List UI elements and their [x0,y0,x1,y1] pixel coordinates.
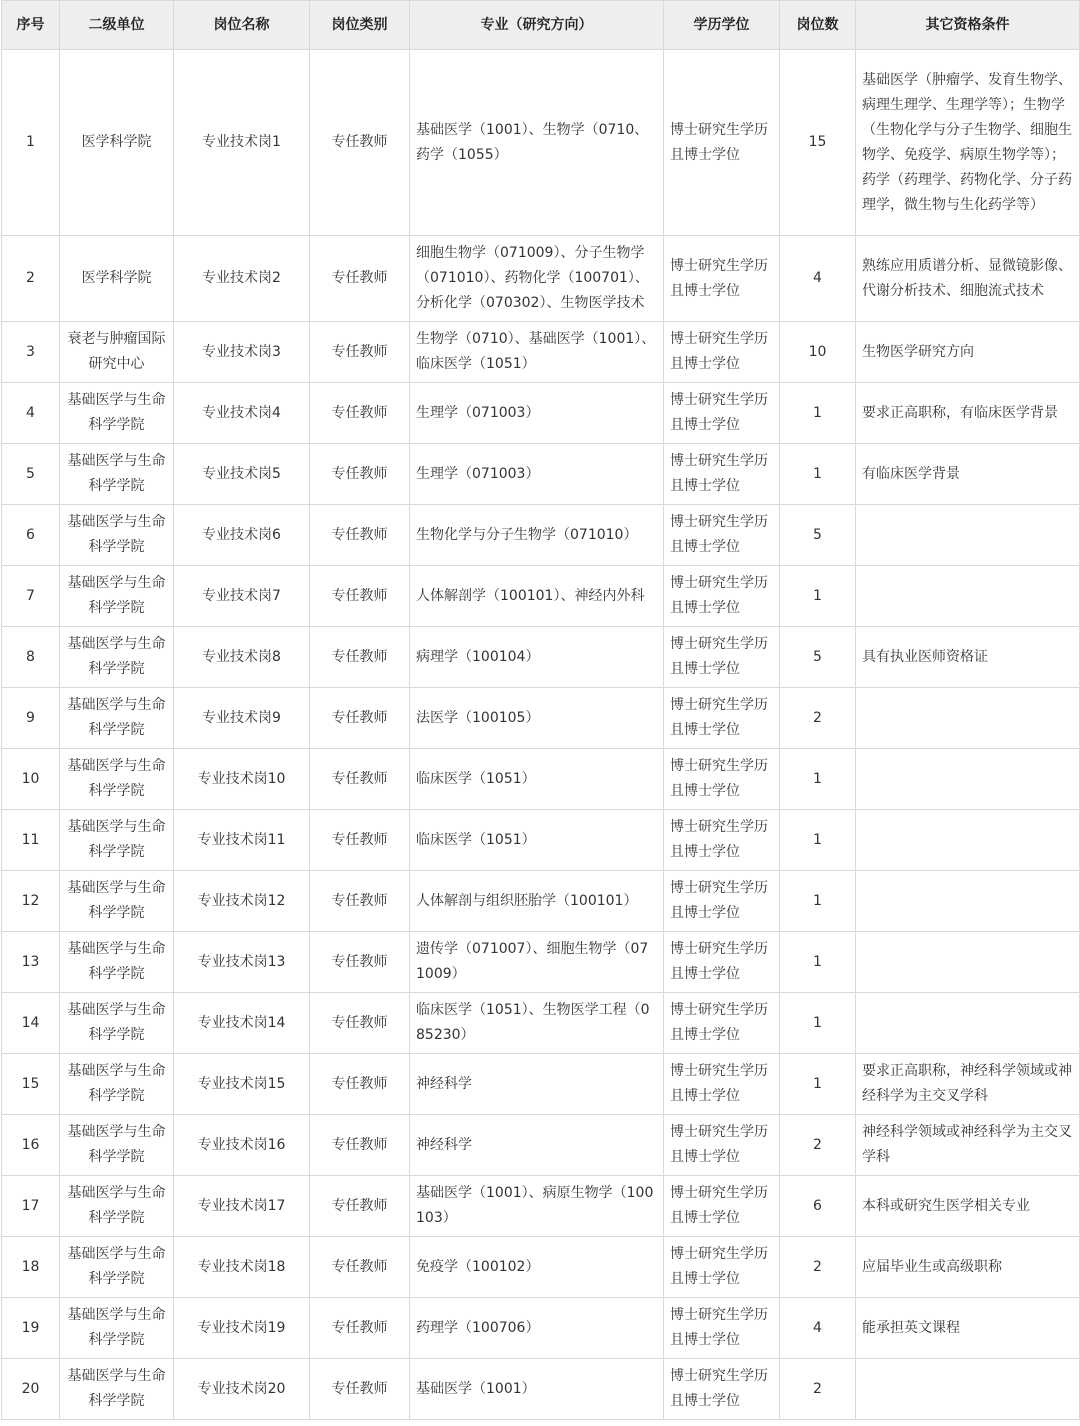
cell-major: 免疫学（100102） [410,1237,664,1298]
cell-other [856,1359,1080,1420]
table-row [2,1176,1080,1237]
cell-no: 15 [2,1054,60,1115]
cell-other [856,688,1080,749]
cell-count: 2 [780,1359,856,1420]
cell-degree: 博士研究生学历且博士学位 [664,627,780,688]
cell-unit: 基础医学与生命科学学院 [60,444,174,505]
cell-category: 专任教师 [310,1298,410,1359]
cell-degree: 博士研究生学历且博士学位 [664,932,780,993]
cell-unit: 基础医学与生命科学学院 [60,749,174,810]
cell-count: 1 [780,749,856,810]
header-post: 岗位名称 [174,1,310,50]
table-row [2,1359,1080,1420]
cell-category: 专任教师 [310,236,410,322]
cell-other [856,932,1080,993]
cell-category: 专任教师 [310,993,410,1054]
table-row [2,566,1080,627]
cell-post: 专业技术岗7 [174,566,310,627]
cell-no: 1 [2,50,60,236]
cell-post: 专业技术岗10 [174,749,310,810]
cell-degree: 博士研究生学历且博士学位 [664,322,780,383]
header-count: 岗位数 [780,1,856,50]
cell-post: 专业技术岗12 [174,871,310,932]
cell-post: 专业技术岗15 [174,1054,310,1115]
cell-major: 药理学（100706） [410,1298,664,1359]
cell-post: 专业技术岗5 [174,444,310,505]
cell-category: 专任教师 [310,627,410,688]
cell-category: 专任教师 [310,383,410,444]
cell-other [856,566,1080,627]
cell-unit: 医学科学院 [60,50,174,236]
cell-major: 临床医学（1051）、生物医学工程（085230） [410,993,664,1054]
cell-degree: 博士研究生学历且博士学位 [664,50,780,236]
cell-other [856,810,1080,871]
cell-other: 神经科学领域或神经科学为主交叉学科 [856,1115,1080,1176]
cell-no: 18 [2,1237,60,1298]
cell-category: 专任教师 [310,1176,410,1237]
cell-major: 神经科学 [410,1115,664,1176]
cell-major: 遗传学（071007）、细胞生物学（071009） [410,932,664,993]
cell-category: 专任教师 [310,932,410,993]
cell-post: 专业技术岗2 [174,236,310,322]
cell-unit: 医学科学院 [60,236,174,322]
cell-no: 4 [2,383,60,444]
table-row [2,236,1080,322]
cell-degree: 博士研究生学历且博士学位 [664,688,780,749]
cell-major: 生物学（0710）、基础医学（1001）、临床医学（1051） [410,322,664,383]
table-row [2,993,1080,1054]
cell-post: 专业技术岗8 [174,627,310,688]
cell-no: 19 [2,1298,60,1359]
table-row [2,688,1080,749]
table-row [2,383,1080,444]
table-row [2,810,1080,871]
cell-degree: 博士研究生学历且博士学位 [664,236,780,322]
cell-post: 专业技术岗4 [174,383,310,444]
cell-post: 专业技术岗14 [174,993,310,1054]
cell-degree: 博士研究生学历且博士学位 [664,1115,780,1176]
cell-other [856,993,1080,1054]
cell-post: 专业技术岗13 [174,932,310,993]
cell-other: 生物医学研究方向 [856,322,1080,383]
cell-unit: 基础医学与生命科学学院 [60,1176,174,1237]
cell-category: 专任教师 [310,871,410,932]
cell-unit: 基础医学与生命科学学院 [60,1298,174,1359]
cell-post: 专业技术岗11 [174,810,310,871]
cell-unit: 基础医学与生命科学学院 [60,993,174,1054]
cell-count: 10 [780,322,856,383]
cell-category: 专任教师 [310,505,410,566]
cell-category: 专任教师 [310,1359,410,1420]
cell-other: 应届毕业生或高级职称 [856,1237,1080,1298]
cell-unit: 基础医学与生命科学学院 [60,1359,174,1420]
cell-category: 专任教师 [310,1115,410,1176]
cell-category: 专任教师 [310,749,410,810]
cell-no: 7 [2,566,60,627]
cell-count: 4 [780,236,856,322]
cell-unit: 基础医学与生命科学学院 [60,566,174,627]
cell-count: 2 [780,688,856,749]
cell-count: 15 [780,50,856,236]
cell-major: 病理学（100104） [410,627,664,688]
header-degree: 学历学位 [664,1,780,50]
cell-post: 专业技术岗19 [174,1298,310,1359]
cell-degree: 博士研究生学历且博士学位 [664,810,780,871]
cell-other: 能承担英文课程 [856,1298,1080,1359]
cell-other [856,749,1080,810]
cell-degree: 博士研究生学历且博士学位 [664,1359,780,1420]
table-row [2,444,1080,505]
cell-unit: 衰老与肿瘤国际研究中心 [60,322,174,383]
cell-degree: 博士研究生学历且博士学位 [664,505,780,566]
cell-no: 13 [2,932,60,993]
cell-no: 8 [2,627,60,688]
cell-count: 4 [780,1298,856,1359]
cell-category: 专任教师 [310,566,410,627]
cell-count: 1 [780,993,856,1054]
cell-no: 2 [2,236,60,322]
cell-degree: 博士研究生学历且博士学位 [664,1237,780,1298]
table-row [2,871,1080,932]
cell-count: 5 [780,627,856,688]
header-other: 其它资格条件 [856,1,1080,50]
header-unit: 二级单位 [60,1,174,50]
table-row [2,1298,1080,1359]
cell-no: 6 [2,505,60,566]
cell-post: 专业技术岗17 [174,1176,310,1237]
cell-degree: 博士研究生学历且博士学位 [664,871,780,932]
cell-other: 具有执业医师资格证 [856,627,1080,688]
cell-no: 20 [2,1359,60,1420]
cell-count: 1 [780,932,856,993]
cell-unit: 基础医学与生命科学学院 [60,810,174,871]
cell-no: 11 [2,810,60,871]
cell-major: 临床医学（1051） [410,749,664,810]
cell-no: 9 [2,688,60,749]
cell-major: 基础医学（1001）、病原生物学（100103） [410,1176,664,1237]
cell-no: 12 [2,871,60,932]
table-row [2,1054,1080,1115]
cell-post: 专业技术岗18 [174,1237,310,1298]
header-category: 岗位类别 [310,1,410,50]
header-major: 专业（研究方向） [410,1,664,50]
cell-no: 5 [2,444,60,505]
cell-category: 专任教师 [310,810,410,871]
recruitment-table [1,0,1080,1420]
cell-count: 1 [780,1054,856,1115]
table-row [2,322,1080,383]
table-row [2,1237,1080,1298]
cell-degree: 博士研究生学历且博士学位 [664,1298,780,1359]
cell-unit: 基础医学与生命科学学院 [60,383,174,444]
table-body [2,50,1080,1420]
cell-count: 2 [780,1115,856,1176]
cell-category: 专任教师 [310,688,410,749]
table-row [2,505,1080,566]
table-row [2,1115,1080,1176]
cell-major: 细胞生物学（071009）、分子生物学（071010）、药物化学（100701）、分析化学（070302）、生物医学技术 [410,236,664,322]
cell-other: 要求正高职称，神经科学领域或神经科学为主交叉学科 [856,1054,1080,1115]
cell-degree: 博士研究生学历且博士学位 [664,993,780,1054]
cell-other: 熟练应用质谱分析、显微镜影像、代谢分析技术、细胞流式技术 [856,236,1080,322]
cell-count: 6 [780,1176,856,1237]
cell-count: 1 [780,566,856,627]
cell-count: 5 [780,505,856,566]
cell-major: 生理学（071003） [410,383,664,444]
cell-unit: 基础医学与生命科学学院 [60,688,174,749]
cell-category: 专任教师 [310,444,410,505]
cell-no: 16 [2,1115,60,1176]
cell-post: 专业技术岗9 [174,688,310,749]
cell-other: 要求正高职称，有临床医学背景 [856,383,1080,444]
cell-category: 专任教师 [310,1237,410,1298]
cell-count: 1 [780,810,856,871]
header-no: 序号 [2,1,60,50]
cell-degree: 博士研究生学历且博士学位 [664,383,780,444]
cell-count: 1 [780,383,856,444]
cell-major: 临床医学（1051） [410,810,664,871]
cell-other: 基础医学（肿瘤学、发育生物学、病理生理学、生理学等）；生物学（生物化学与分子生物学、细胞生物学、免疫学、病原生物学等）；药学（药理学、药物化学、分子药理学，微生物与生化药学等） [856,50,1080,236]
cell-degree: 博士研究生学历且博士学位 [664,566,780,627]
cell-no: 10 [2,749,60,810]
cell-major: 基础医学（1001） [410,1359,664,1420]
table-row [2,50,1080,236]
cell-degree: 博士研究生学历且博士学位 [664,749,780,810]
cell-unit: 基础医学与生命科学学院 [60,1115,174,1176]
cell-major: 人体解剖学（100101）、神经内外科 [410,566,664,627]
cell-post: 专业技术岗6 [174,505,310,566]
table-header-row [2,1,1080,50]
cell-degree: 博士研究生学历且博士学位 [664,1054,780,1115]
cell-post: 专业技术岗3 [174,322,310,383]
cell-major: 神经科学 [410,1054,664,1115]
cell-post: 专业技术岗20 [174,1359,310,1420]
cell-post: 专业技术岗1 [174,50,310,236]
cell-major: 生理学（071003） [410,444,664,505]
cell-no: 17 [2,1176,60,1237]
cell-no: 14 [2,993,60,1054]
cell-major: 基础医学（1001）、生物学（0710、药学（1055） [410,50,664,236]
cell-major: 生物化学与分子生物学（071010） [410,505,664,566]
cell-degree: 博士研究生学历且博士学位 [664,1176,780,1237]
cell-count: 1 [780,871,856,932]
table-row [2,749,1080,810]
cell-unit: 基础医学与生命科学学院 [60,932,174,993]
cell-category: 专任教师 [310,50,410,236]
cell-unit: 基础医学与生命科学学院 [60,1237,174,1298]
cell-other: 有临床医学背景 [856,444,1080,505]
cell-category: 专任教师 [310,1054,410,1115]
cell-other [856,871,1080,932]
cell-other [856,505,1080,566]
cell-major: 法医学（100105） [410,688,664,749]
cell-no: 3 [2,322,60,383]
cell-category: 专任教师 [310,322,410,383]
cell-unit: 基础医学与生命科学学院 [60,871,174,932]
cell-post: 专业技术岗16 [174,1115,310,1176]
cell-unit: 基础医学与生命科学学院 [60,505,174,566]
cell-unit: 基础医学与生命科学学院 [60,1054,174,1115]
cell-count: 1 [780,444,856,505]
cell-count: 2 [780,1237,856,1298]
cell-other: 本科或研究生医学相关专业 [856,1176,1080,1237]
cell-unit: 基础医学与生命科学学院 [60,627,174,688]
cell-major: 人体解剖与组织胚胎学（100101） [410,871,664,932]
table-row [2,932,1080,993]
table-row [2,627,1080,688]
cell-degree: 博士研究生学历且博士学位 [664,444,780,505]
